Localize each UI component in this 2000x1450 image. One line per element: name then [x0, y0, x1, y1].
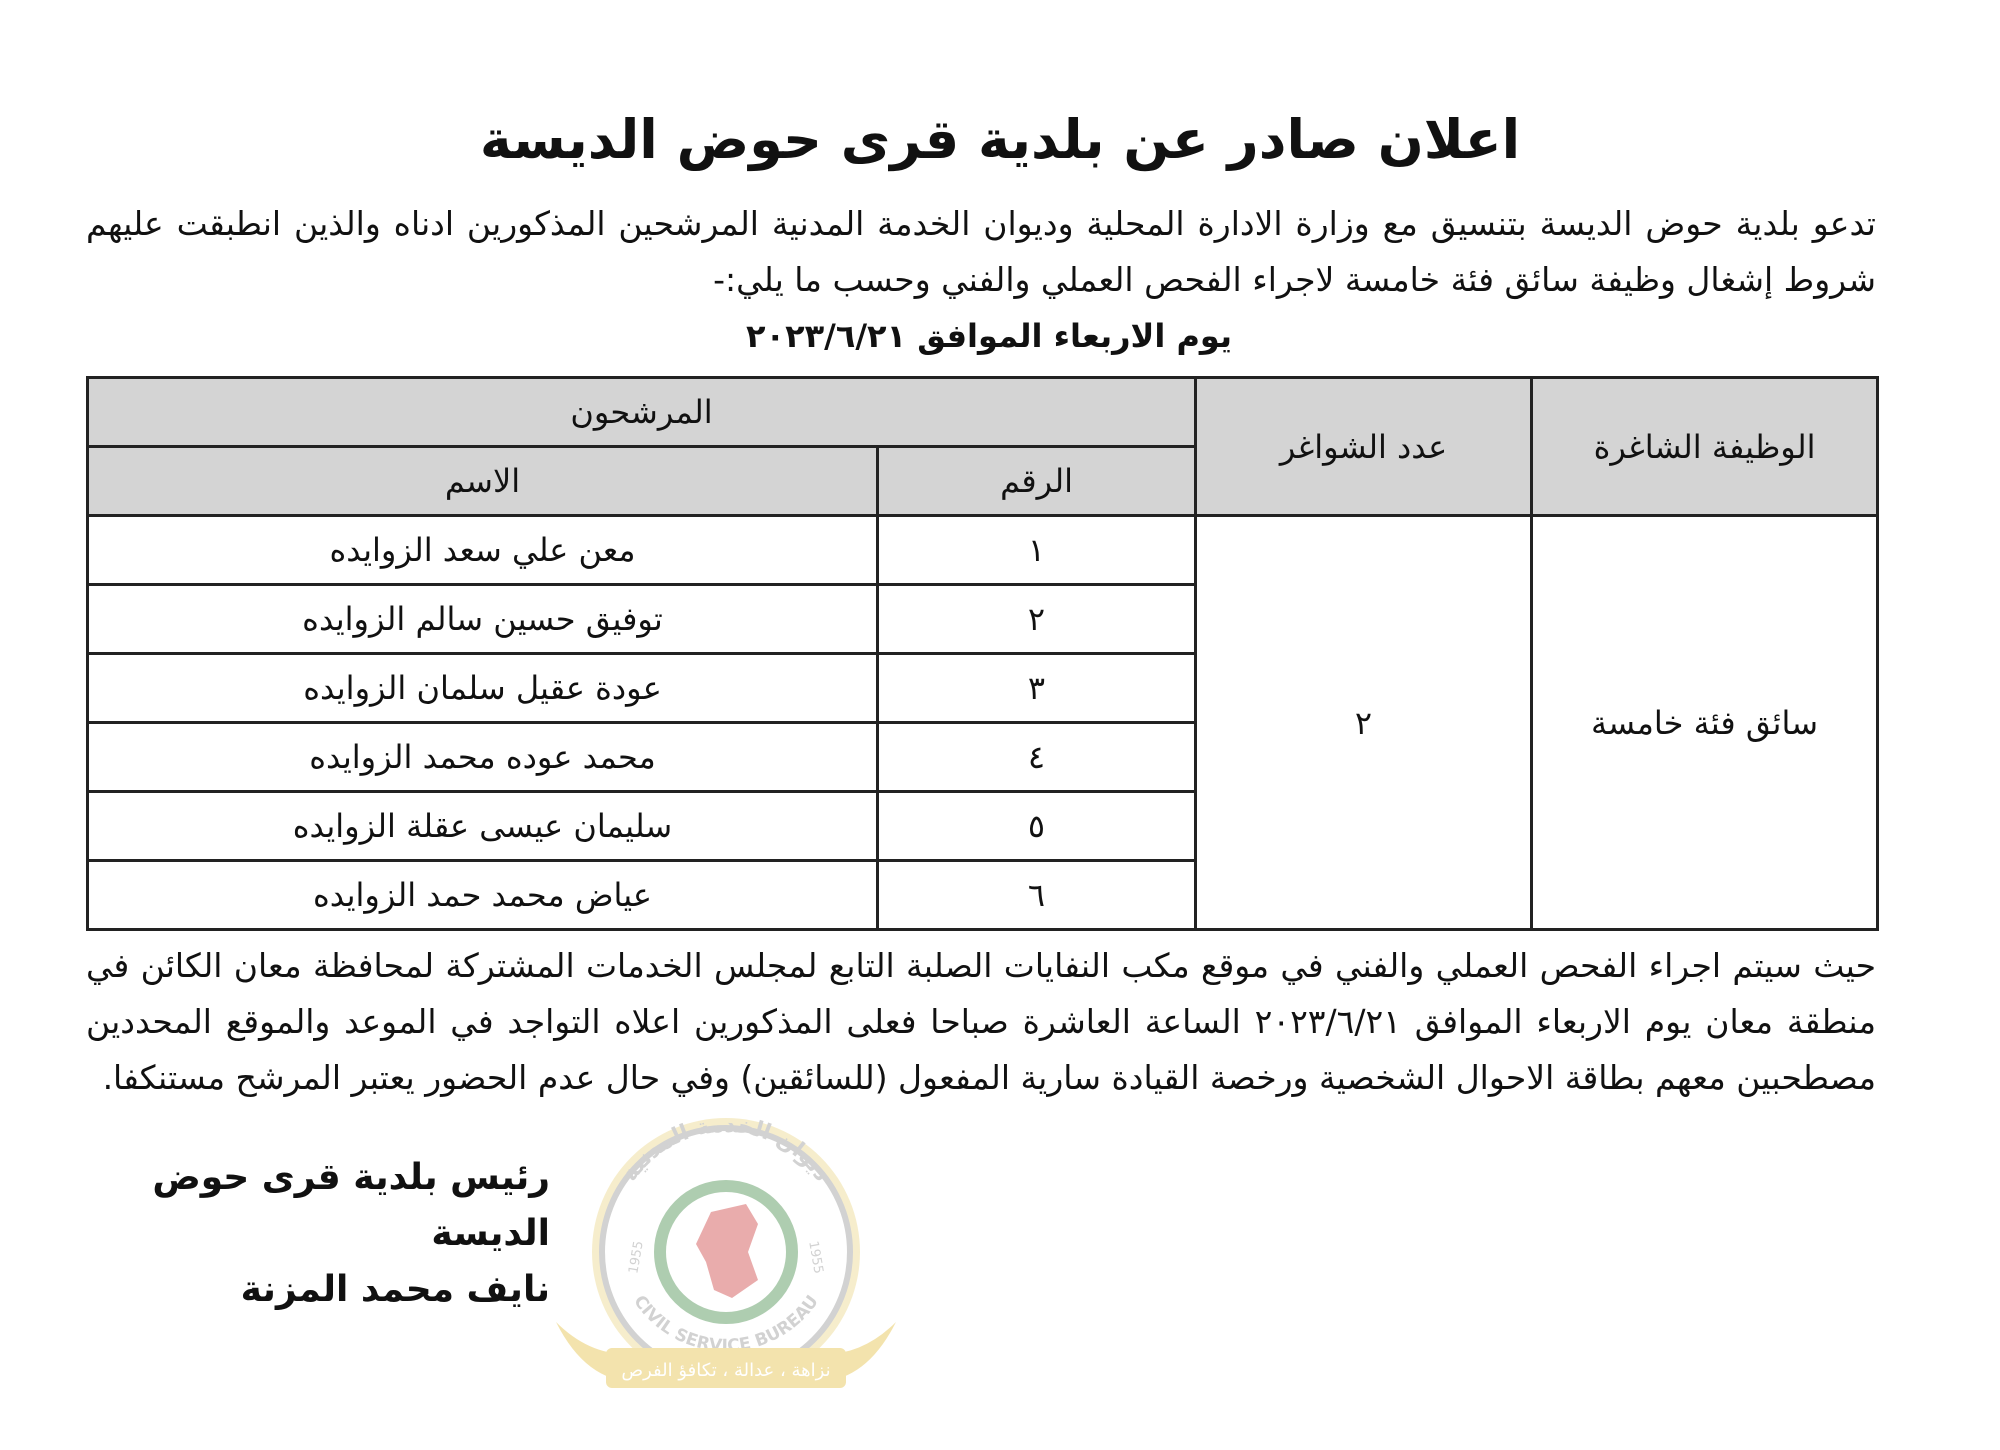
number-header: الرقم [878, 447, 1196, 516]
signature-name: نايف محمد المزنة [240, 1269, 550, 1310]
seal-year-right: 1955 [805, 1239, 826, 1275]
candidate-name: عودة عقيل سلمان الزوايده [88, 654, 878, 723]
seal-arabic-text: ديوان الخدمة المدنية [617, 1112, 835, 1187]
candidate-number: ٤ [878, 723, 1196, 792]
candidate-name: معن علي سعد الزوايده [88, 516, 878, 585]
closing-paragraph: حيث سيتم اجراء الفحص العملي والفني في موقع مكب النفايات الصلبة التابع لمجلس الخدمات المشتركة لمحافظة معان الكائن في منطقة معان يوم الاربعاء الموافق ٢٠٢٣/٦/٢١ الساعة العاشرة صباحا فعلى المذكورين اعلاه التواجد في الموعد والموقع المحددين مصطحبين معهم بطاقة الاحوال الشخصية ورخصة القيادة سارية المفعول (للسائقين) وفي حال عدم الحضور يعتبر المرشح مستنكفا. [86, 946, 1876, 1097]
candidate-name: سليمان عيسى عقلة الزوايده [88, 792, 878, 861]
job-header: الوظيفة الشاغرة [1532, 378, 1878, 516]
intro-paragraph: تدعو بلدية حوض الديسة بتنسيق مع وزارة الادارة المحلية وديوان الخدمة المدنية المرشحين المذكورين ادناه والذين انطبقت عليهم شروط إشغال وظيفة سائق فئة خامسة لاجراء الفحص العملي والفني وحسب ما يلي:- [86, 204, 1876, 299]
candidate-number: ٦ [878, 861, 1196, 930]
candidate-number: ٥ [878, 792, 1196, 861]
candidate-number: ٣ [878, 654, 1196, 723]
candidate-number: ٢ [878, 585, 1196, 654]
seal-year-left: 1955 [626, 1239, 647, 1275]
seal-ribbon-text: نزاهة ، عدالة ، تكافؤ الفرص [621, 1360, 831, 1381]
exam-date-line: يوم الاربعاء الموافق ٢٠٢٣/٦/٢١ [746, 317, 1232, 355]
candidates-table [86, 376, 1879, 931]
candidate-name: محمد عوده محمد الزوايده [88, 723, 878, 792]
signature-block [70, 1150, 550, 1318]
signature-title: رئيس بلدية قرى حوض الديسة [152, 1157, 550, 1254]
job-title-cell: سائق فئة خامسة [1532, 516, 1878, 930]
civil-service-bureau-seal [536, 1112, 916, 1422]
candidate-name: توفيق حسين سالم الزوايده [88, 585, 878, 654]
announcement-title: اعلان صادر عن بلدية قرى حوض الديسة [479, 108, 1521, 171]
candidate-number: ١ [878, 516, 1196, 585]
candidates-header: المرشحون [88, 378, 1196, 447]
table-row [88, 516, 1878, 585]
vacancy-count-cell: ٢ [1196, 516, 1532, 930]
seal-english-text: CIVIL SERVICE BUREAU [629, 1291, 823, 1357]
candidate-name: عياض محمد حمد الزوايده [88, 861, 878, 930]
table-header-row [88, 378, 1878, 447]
vacancies-header: عدد الشواغر [1196, 378, 1532, 516]
name-header: الاسم [88, 447, 878, 516]
